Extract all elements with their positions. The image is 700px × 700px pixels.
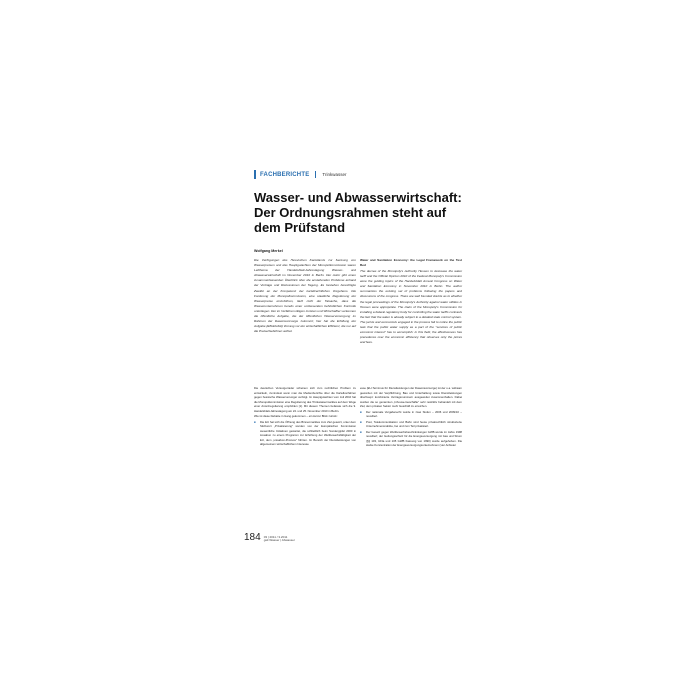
bullet-item: ■ Die EU hat sich die Öffnung des Binnenmarktes zum Ziel gesetzt, unter dem Stichwort „Privatisierung" wurden von der Europäischen Kommission wesentliche Initiativen gestartet, die schließlich beim Sondergipfel 2000 in Lissabon zu einem Programm zur Erhöhung der Wettbewerbsfähigkeit der EU, dem „Lissabon-Prozess" führten. Im Bereich der Dienstleistungen von allgemeinem wirtschaftlichem Interesse [260, 420, 356, 447]
page-number: 184 [244, 532, 261, 543]
bullet-item: ■ Post, Telekommunikation und Bahn sind heute privatrechtlich strukturierte Unternehmensmärkte, bei und zum Teil privatisiert. [366, 420, 462, 429]
bullet-item: ■ Der Gesetz gegen Wettbewerbsbeschränkungen GWB wurde im Jahre 1998 novelliert; der Geltungsschutz für die Energieversorgung mit Gas und Strom (§§ 103, 103a und 105 GWB Fassung von 1990) wurde aufgehoben. Die starke Konzentration der Energieversorgungsunternehmen (vier Anbieter [366, 430, 462, 448]
rubric-section: FACHBERICHTE [260, 171, 310, 178]
page-footer [244, 533, 295, 543]
body-paragraph: Die deutschen Versorgerrader scheinen sich zum rechtlichen Problem zu entwickeln, zumindest wenn man die Medienberichte über die Kartellverfahren gegen hessische Wasserversorger verfolgt. Im Hauptgutachten vom Juli 2010 hat die Monopolkommission eine Regulierung des Trinkwassermarktes auf dem Wege einer Anreizregulierung empfohlen [1]. Mit diesem Themen befasste sich die 9. Handelsblatt-Jahrestagung am 24. und 25. November 2010 in Berlin. [254, 386, 356, 413]
section-rubric [254, 170, 347, 179]
publication-issue: 03 | 2011 / 3.2011 [263, 534, 288, 539]
journal-page [244, 150, 470, 546]
abstract-german: Die Verfügungen des Hessischen Kartellamts zur Senkung von Wasserpreisen und das Hauptgutachten der Monopolkommission waren Leitthema der Handelsblatt-Jahrestagung Wasser- und Abwasserwirtschaft im November 2010 in Berlin. Der Autor gibt einen zusammenfassenden Überblick über die anstehenden Probleme anhand der Vorträge und Diskussionen der Tagung. Es bestehen berechtigte Zweifel an der Kompetenz der kartellrechtlichen Vorgehens. Die Forderung der Monopolkommission, eine staatliche Regulierung der Wasserpreise einzuführen, läuft nicht der Tatsache, dass die Wasserunternehmen bereits einer umfassenden behördlichen Kontrolle unterliegen. Der im Verfahren tätigen Juristen und Wirtschaftler verkennen die öffentliche Aufgabe, die der öffentlichen Wasserversorgung im Rahmen der Daseinsvorsorge zukommt; hier hat die Erfüllung der Aufgabe (Effektivität) Vorrang vor der wirtschaftlichen Effizienz, die nur auf die Preise/Gebühren achtet. [254, 258, 356, 334]
abstract-english-title: Water and Sanitation Economy: the Legal Framework on the Test Bed [360, 258, 462, 267]
body-column-left [254, 386, 356, 448]
rubric-bar [254, 170, 256, 179]
publication-info [264, 536, 295, 543]
publication-title: gwf-Wasser | Abwasser [263, 538, 295, 543]
rubric-separator [315, 171, 316, 178]
abstract-english-text: The decree of the Monopoly's Authority Hessen to decrease the water tariff and the Official Opinion 2010 of the Federal Monopoly's Commission were the guiding topics of the Handelsblatt Annual Congress on Water and Sanitation Economy in November 2010 in Berlin. The author summarizes the existing set of problems following the papers and discussions of the congress. There are well founded doubts as to whether the legal proceedings of the Monopoly's Authority against water utilities in Hessen were appropriate. The claim of the Monopoly's Commission for installing a federal regulatory body for controlling the water tariffs contrasts the fact that the water is already subject to a detailed state control system. The jurists and economists engaged in the process fail to notice the public task that the public water supply as a part of the "services of public economic interest" has to accomplish: in this field, the effectiveness has precedence over the economic efficiency that observes only the prices and fees. [360, 269, 462, 345]
body-column-right [360, 386, 462, 449]
article-headline: Wasser- und Abwasserwirtschaft: Der Ordnungsrahmen steht auf dem Prüfstand [254, 190, 462, 235]
body-paragraph: Wie ist diese Debatte in Gang gekommen – ein kurzer Blick zurück: [254, 414, 338, 418]
bullet-list [254, 420, 356, 447]
body-paragraph: esse (EU-Terminus für Dienstleistungen der Daseinsvorsorge) ist der u.a. wirksam geworden mit der Verpflichtung, Bau und Unterhaltung sowie Dienstleistungen überhaupt: kombinierte Vertragsnummern ausgeweitet zusammenhalten. Dabei wurden die so genannten „Inhouse-Geschäfte" sehr restriktiv behandelt mit dem Ziel, dem privaten Sektor mehr Geschäft zu erreichen. [360, 386, 462, 408]
bullet-item: ■ Der nationale Vergaberecht wurde in zwei Stufen – 2006 und 2009/10 – novelliert. [366, 410, 462, 419]
rubric-subsection: Trinkwasser [322, 172, 347, 177]
abstract-english [360, 258, 462, 345]
bullet-list [360, 410, 462, 448]
article-author: Wolfgang Merkel [254, 249, 283, 253]
